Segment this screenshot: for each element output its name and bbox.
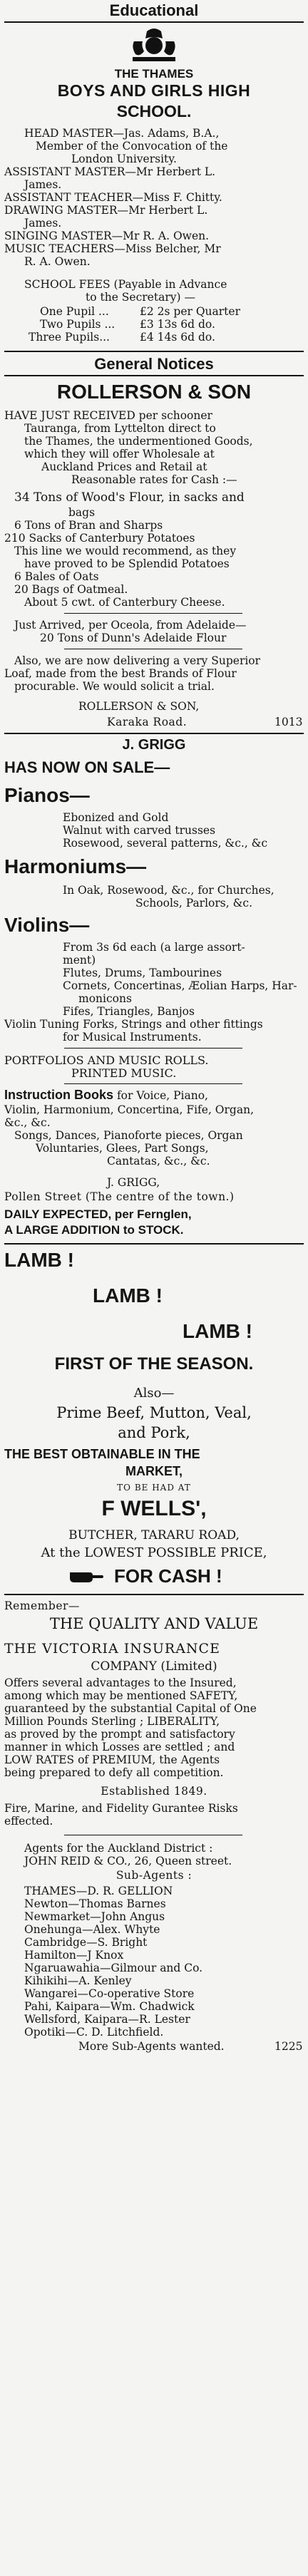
- staff-line: ASSISTANT MASTER—Mr Herbert L.: [4, 165, 216, 178]
- to-be-had: TO BE HAD AT: [117, 1483, 191, 1493]
- victoria-body: manner in which Losses are settled ; and: [4, 1741, 235, 1753]
- violins-item: From 3s 6d each (a large assort-: [63, 941, 245, 954]
- staff-line: SINGING MASTER—Mr R. A. Owen.: [4, 230, 210, 242]
- violins-item: for Musical Instruments.: [63, 1031, 202, 1044]
- grigg-address: Pollen Street (The centre of the town.): [4, 1190, 235, 1203]
- fee-label: Two Pupils ...: [40, 318, 115, 331]
- staff-line: Member of the Convocation of the: [36, 140, 228, 153]
- arrived-line: Just Arrived, per Oceola, from Adelaide—: [14, 619, 247, 632]
- staff-line: ASSISTANT TEACHER—Miss F. Chitty.: [4, 191, 222, 204]
- goods-item: have proved to be Splendid Potatoes: [24, 557, 230, 570]
- agent-entry: Onehunga—Alex. Whyte: [24, 1923, 160, 1936]
- staff-line: James.: [24, 178, 62, 191]
- fees-heading: SCHOOL FEES (Payable in Advance: [24, 278, 227, 291]
- butcher-address: BUTCHER, TARARU ROAD,: [68, 1528, 240, 1542]
- rollerson-title: ROLLERSON & SON: [56, 381, 252, 403]
- goods-item: About 5 cwt. of Canterbury Cheese.: [24, 596, 225, 609]
- lowest-price: At the LOWEST POSSIBLE PRICE,: [41, 1545, 267, 1560]
- goods-item: 6 Bales of Oats: [14, 570, 99, 583]
- large-addition: A LARGE ADDITION to STOCK.: [4, 1223, 184, 1237]
- violins-item: ment): [63, 954, 96, 967]
- instruction-item: Cantatas, &c., &c.: [107, 1155, 210, 1168]
- fees-heading: to the Secretary) —: [86, 291, 195, 304]
- staff-line: R. A. Owen.: [24, 255, 91, 268]
- grigg-title: J. GRIGG: [122, 737, 186, 753]
- pointing-hand-icon: [68, 1568, 104, 1585]
- school-title: THE THAMES: [114, 67, 194, 81]
- best-obtainable-2: MARKET,: [125, 1464, 183, 1478]
- agent-entry: Hamilton—J Knox: [24, 1949, 124, 1962]
- victoria-body: LOW RATES of PREMIUM, the Agents: [4, 1753, 220, 1766]
- agent-entry: Pahi, Kaipara—Wm. Chadwick: [24, 2000, 195, 2013]
- also-line: Also, we are now delivering a very Superior: [14, 654, 261, 667]
- agents-name: JOHN REID & CO., 26, Queen street.: [24, 1855, 232, 1867]
- rollerson-signature: ROLLERSON & SON,: [78, 700, 200, 713]
- instruction-books-lead: Instruction Books: [4, 1088, 114, 1102]
- violins-item: Violin Tuning Forks, Strings and other fittings: [4, 1018, 263, 1031]
- staff-line: James.: [24, 217, 62, 230]
- victoria-body: among which may be mentioned SAFETY,: [4, 1689, 238, 1702]
- goods-item: 210 Sacks of Canterbury Potatoes: [4, 532, 195, 545]
- grigg-signature: J. GRIGG,: [107, 1176, 160, 1189]
- violins-item: Cornets, Concertinas, Æolian Harps, Har-: [63, 979, 297, 992]
- section-heading-general: General Notices: [94, 355, 214, 373]
- also-line: Loaf, made from the best Brands of Flour: [4, 667, 237, 680]
- violins-item: Fifes, Triangles, Banjos: [63, 1005, 195, 1018]
- agent-entry: Wangarei—Co-operative Store: [24, 1987, 195, 2000]
- rollerson-intro: Auckland Prices and Retail at: [41, 460, 207, 473]
- agents-heading: Agents for the Auckland District :: [24, 1842, 213, 1855]
- goods-item: 34 Tons of Wood's Flour, in sacks and: [14, 490, 245, 505]
- pianos-item: Walnut with carved trusses: [63, 824, 216, 837]
- grigg-has-now: HAS NOW ON SALE—: [4, 758, 170, 776]
- staff-line: MUSIC TEACHERS—Miss Belcher, Mr: [4, 242, 221, 255]
- agent-entry: THAMES—D. R. GELLION: [24, 1885, 173, 1897]
- arrived-line: 20 Tons of Dunn's Adelaide Flour: [40, 632, 227, 644]
- agent-entry: Opotiki—C. D. Litchfield.: [24, 2026, 164, 2039]
- sub-agents-heading: Sub-Agents :: [115, 1869, 192, 1882]
- fire-marine: effected.: [4, 1815, 53, 1828]
- pianos-item: Ebonized and Gold: [63, 811, 169, 824]
- rollerson-intro: Reasonable rates for Cash :—: [71, 473, 237, 486]
- victoria-body: guaranteed by the substantial Capital of One: [4, 1702, 257, 1715]
- lamb-heading-2: LAMB !: [93, 1284, 163, 1307]
- portfolios-line: PORTFOLIOS AND MUSIC ROLLS.: [4, 1053, 209, 1067]
- daily-expected: DAILY EXPECTED, per Fernglen,: [4, 1207, 192, 1221]
- violins-heading: Violins—: [4, 914, 90, 936]
- prime-line-2: and Pork,: [118, 1424, 190, 1441]
- violins-item: monicons: [78, 992, 132, 1005]
- best-obtainable-1: THE BEST OBTAINABLE IN THE: [4, 1447, 200, 1461]
- also-label: Also—: [133, 1386, 175, 1401]
- rollerson-intro: the Thames, the undermentioned Goods,: [24, 435, 253, 448]
- divider: [64, 1083, 242, 1084]
- rollerson-intro: HAVE JUST RECEIVED per schooner: [4, 409, 212, 422]
- instruction-item: Voluntaries, Glees, Part Songs,: [36, 1142, 209, 1155]
- victoria-body: THE VICTORIA INSURANCE: [4, 1641, 220, 1657]
- instruction-books-rest: for Voice, Piano,: [113, 1089, 208, 1102]
- goods-item: This line we would recommend, as they: [14, 545, 237, 557]
- victoria-body: Million Pounds Sterling ; LIBERALITY,: [4, 1715, 220, 1728]
- victoria-body: as proved by the prompt and satisfactory: [4, 1728, 235, 1741]
- divider: [4, 351, 304, 352]
- harmoniums-item: Schools, Parlors, &c.: [135, 897, 253, 910]
- victoria-body: COMPANY (Limited): [91, 1659, 217, 1674]
- rollerson-intro: Tauranga, from Lyttelton direct to: [24, 422, 216, 435]
- pianos-heading: Pianos—: [4, 784, 90, 806]
- divider: [4, 1243, 304, 1245]
- pianos-item: Rosewood, several patterns, &c., &c: [63, 837, 268, 850]
- for-cash: FOR CASH !: [114, 1565, 222, 1587]
- divider: [4, 733, 304, 734]
- lamb-heading-3: LAMB !: [183, 1320, 252, 1342]
- school-name-line1: BOYS AND GIRLS HIGH: [57, 81, 251, 100]
- lamb-heading-1: LAMB !: [4, 1249, 74, 1271]
- fee-amount: £2 2s per Quarter: [140, 305, 240, 318]
- goods-item: 6 Tons of Bran and Sharps: [14, 519, 163, 532]
- staff-line: DRAWING MASTER—Mr Herbert L.: [4, 204, 208, 217]
- divider: [64, 1048, 242, 1049]
- fee-label: Three Pupils...: [29, 331, 110, 344]
- ad-number: 1013: [274, 716, 303, 728]
- instruction-item: Songs, Dances, Pianoforte pieces, Organ: [14, 1129, 243, 1142]
- agent-entry: Ngaruawahia—Gilmour and Co.: [24, 1962, 203, 1974]
- quality-value: THE QUALITY AND VALUE: [49, 1615, 259, 1632]
- first-of-season: FIRST OF THE SEASON.: [54, 1354, 254, 1374]
- fee-label: One Pupil ...: [40, 305, 109, 318]
- divider: [4, 1594, 304, 1595]
- ad-number: 1225: [274, 2040, 303, 2053]
- divider: [4, 21, 304, 23]
- rollerson-intro: which they will offer Wholesale at: [24, 448, 215, 460]
- divider: [64, 613, 242, 614]
- royal-crest-emblem: [125, 26, 183, 63]
- agent-entry: Newmarket—John Angus: [24, 1910, 165, 1923]
- instruction-item: Violin, Harmonium, Concertina, Fife, Organ,: [4, 1103, 254, 1116]
- agent-entry: Newton—Thomas Barnes: [24, 1897, 166, 1910]
- divider: [4, 375, 304, 376]
- staff-line: HEAD MASTER—Jas. Adams, B.A.,: [24, 127, 220, 140]
- prime-line-1: Prime Beef, Mutton, Veal,: [56, 1404, 252, 1421]
- agent-entry: Kihikihi—A. Kenley: [24, 1974, 132, 1987]
- fire-marine: Fire, Marine, and Fidelity Gurantee Risks: [4, 1802, 238, 1815]
- goods-item: 20 Bags of Oatmeal.: [14, 583, 128, 596]
- instruction-books-line: [4, 1088, 208, 1103]
- victoria-body: being prepared to defy all competition.: [4, 1766, 224, 1779]
- also-line: procurable. We would solicit a trial.: [14, 680, 215, 693]
- established: Established 1849.: [101, 1785, 207, 1798]
- instruction-item: &c., &c.: [4, 1116, 51, 1129]
- wells-name: F WELLS',: [101, 1497, 207, 1520]
- fee-amount: £4 14s 6d do.: [140, 331, 215, 344]
- staff-line: London University.: [71, 153, 177, 165]
- agent-entry: Wellsford, Kaipara—R. Lester: [24, 2013, 190, 2026]
- victoria-body: Offers several advantages to the Insured,: [4, 1676, 237, 1689]
- school-name-line2: SCHOOL.: [116, 102, 192, 120]
- remember-label: Remember—: [4, 1599, 80, 1612]
- fee-amount: £3 13s 6d do.: [140, 318, 215, 331]
- section-heading-educational: Educational: [109, 1, 199, 19]
- harmoniums-heading: Harmoniums—: [4, 855, 147, 877]
- goods-item: bags: [68, 506, 96, 519]
- more-sub-agents: More Sub-Agents wanted.: [78, 2040, 225, 2053]
- harmoniums-item: In Oak, Rosewood, &c., for Churches,: [63, 884, 274, 897]
- violins-item: Flutes, Drums, Tambourines: [63, 967, 222, 979]
- agent-entry: Cambridge—S. Bright: [24, 1936, 148, 1949]
- portfolios-line: PRINTED MUSIC.: [71, 1066, 177, 1080]
- rollerson-road: Karaka Road.: [107, 716, 188, 728]
